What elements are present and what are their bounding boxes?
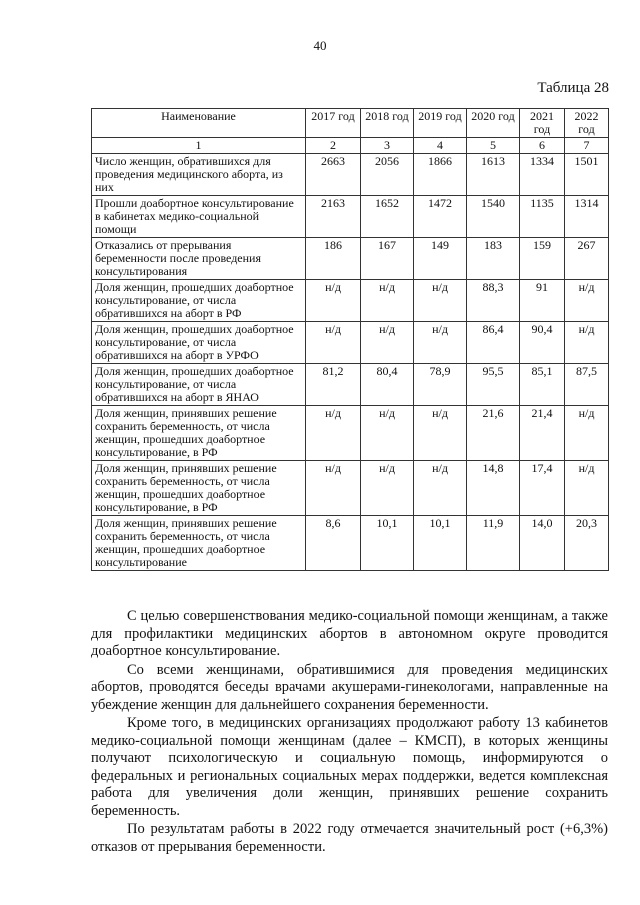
row-value: 90,4 (520, 322, 565, 364)
column-number: 5 (467, 138, 520, 154)
row-value: 91 (520, 280, 565, 322)
row-name: Доля женщин, прошедших доабортное консультирование, от числа обратившихся на аборт в ЯНАО (92, 364, 306, 406)
row-value: 8,6 (306, 516, 361, 571)
header-year: 2021 год (520, 109, 565, 138)
row-value: н/д (361, 461, 414, 516)
row-value: 1501 (565, 154, 609, 196)
row-value: 1866 (414, 154, 467, 196)
row-value: н/д (306, 280, 361, 322)
row-value: н/д (565, 461, 609, 516)
row-value: н/д (414, 406, 467, 461)
column-number: 3 (361, 138, 414, 154)
row-value: 88,3 (467, 280, 520, 322)
row-value: н/д (565, 406, 609, 461)
row-name: Отказались от прерывания беременности после проведения консультирования (92, 238, 306, 280)
row-value: 159 (520, 238, 565, 280)
row-value: 167 (361, 238, 414, 280)
row-value: 183 (467, 238, 520, 280)
row-value: н/д (414, 280, 467, 322)
row-value: 21,4 (520, 406, 565, 461)
row-value: 86,4 (467, 322, 520, 364)
row-value: 2663 (306, 154, 361, 196)
table-row (92, 516, 609, 571)
row-value: 17,4 (520, 461, 565, 516)
row-name: Прошли доабортное консультирование в кабинетах медико-социальной помощи (92, 196, 306, 238)
row-value: 10,1 (361, 516, 414, 571)
column-number: 1 (92, 138, 306, 154)
row-value: 149 (414, 238, 467, 280)
row-value: 80,4 (361, 364, 414, 406)
row-value: 2056 (361, 154, 414, 196)
table-header-row (92, 109, 609, 138)
row-value: 1652 (361, 196, 414, 238)
row-value: 10,1 (414, 516, 467, 571)
table-row (92, 322, 609, 364)
column-number: 7 (565, 138, 609, 154)
row-value: 267 (565, 238, 609, 280)
paragraph: Со всеми женщинами, обратившимися для проведения медицинских абортов, проводятся беседы врачами акушерами-гинекологами, направленные на убеждение женщин для дальнейшего сохранения беременности. (91, 661, 608, 713)
row-value: 1472 (414, 196, 467, 238)
row-value: 1135 (520, 196, 565, 238)
row-value: н/д (361, 322, 414, 364)
table-row (92, 154, 609, 196)
row-value: 81,2 (306, 364, 361, 406)
row-value: 20,3 (565, 516, 609, 571)
row-value: 1314 (565, 196, 609, 238)
header-year: 2018 год (361, 109, 414, 138)
column-number-row (92, 138, 609, 154)
row-value: 11,9 (467, 516, 520, 571)
paragraph: По результатам работы в 2022 году отмечается значительный рост (+6,3%) отказов от прерывания беременности. (91, 821, 608, 855)
row-value: 1540 (467, 196, 520, 238)
row-value: 21,6 (467, 406, 520, 461)
row-value: 2163 (306, 196, 361, 238)
row-value: н/д (306, 406, 361, 461)
statistics-table (91, 108, 609, 571)
row-value: 14,8 (467, 461, 520, 516)
table-row (92, 364, 609, 406)
row-name: Доля женщин, принявших решение сохранить беременность, от числа женщин, прошедших доабортное консультирование, в РФ (92, 461, 306, 516)
row-value: н/д (414, 461, 467, 516)
header-year: 2020 год (467, 109, 520, 138)
column-number: 4 (414, 138, 467, 154)
row-value: н/д (361, 406, 414, 461)
row-value: 1334 (520, 154, 565, 196)
column-number: 2 (306, 138, 361, 154)
paragraph: С целью совершенствования медико-социальной помощи женщинам, а также для профилактики медицинских абортов в автономном округе проводится доабортное консультирование. (91, 608, 608, 659)
table-row (92, 406, 609, 461)
header-name: Наименование (92, 109, 306, 138)
row-value: н/д (306, 322, 361, 364)
row-value: 78,9 (414, 364, 467, 406)
row-value: 14,0 (520, 516, 565, 571)
row-value: н/д (306, 461, 361, 516)
row-value: 1613 (467, 154, 520, 196)
header-year: 2022 год (565, 109, 609, 138)
row-value: 87,5 (565, 364, 609, 406)
table-row (92, 461, 609, 516)
row-name: Доля женщин, прошедших доабортное консультирование, от числа обратившихся на аборт в УРФО (92, 322, 306, 364)
row-name: Доля женщин, принявших решение сохранить беременность, от числа женщин, прошедших доабортное консультирование (92, 516, 306, 571)
row-name: Доля женщин, прошедших доабортное консультирование, от числа обратившихся на аборт в РФ (92, 280, 306, 322)
row-name: Доля женщин, принявших решение сохранить беременность, от числа женщин, прошедших доабортное консультирование, в РФ (92, 406, 306, 461)
paragraph: Кроме того, в медицинских организациях продолжают работу 13 кабинетов медико-социальной помощи женщинам (далее – КМСП), в которых женщины получают психологическую и социальную помощь, информируются о федеральных и региональных социальных мерах поддержки, ведется комплексная работа для увеличения доли женщин, принявших решение сохранить беременность. (91, 715, 608, 819)
row-name: Число женщин, обратившихся для проведения медицинского аборта, из них (92, 154, 306, 196)
table-caption: Таблица 28 (537, 80, 609, 96)
header-year: 2019 год (414, 109, 467, 138)
row-value: н/д (414, 322, 467, 364)
row-value: 95,5 (467, 364, 520, 406)
body-text (91, 608, 608, 857)
row-value: 85,1 (520, 364, 565, 406)
row-value: 186 (306, 238, 361, 280)
header-year: 2017 год (306, 109, 361, 138)
table-row (92, 280, 609, 322)
column-number: 6 (520, 138, 565, 154)
row-value: н/д (565, 280, 609, 322)
table-row (92, 238, 609, 280)
row-value: н/д (565, 322, 609, 364)
row-value: н/д (361, 280, 414, 322)
page-number: 40 (313, 38, 327, 53)
table-row (92, 196, 609, 238)
